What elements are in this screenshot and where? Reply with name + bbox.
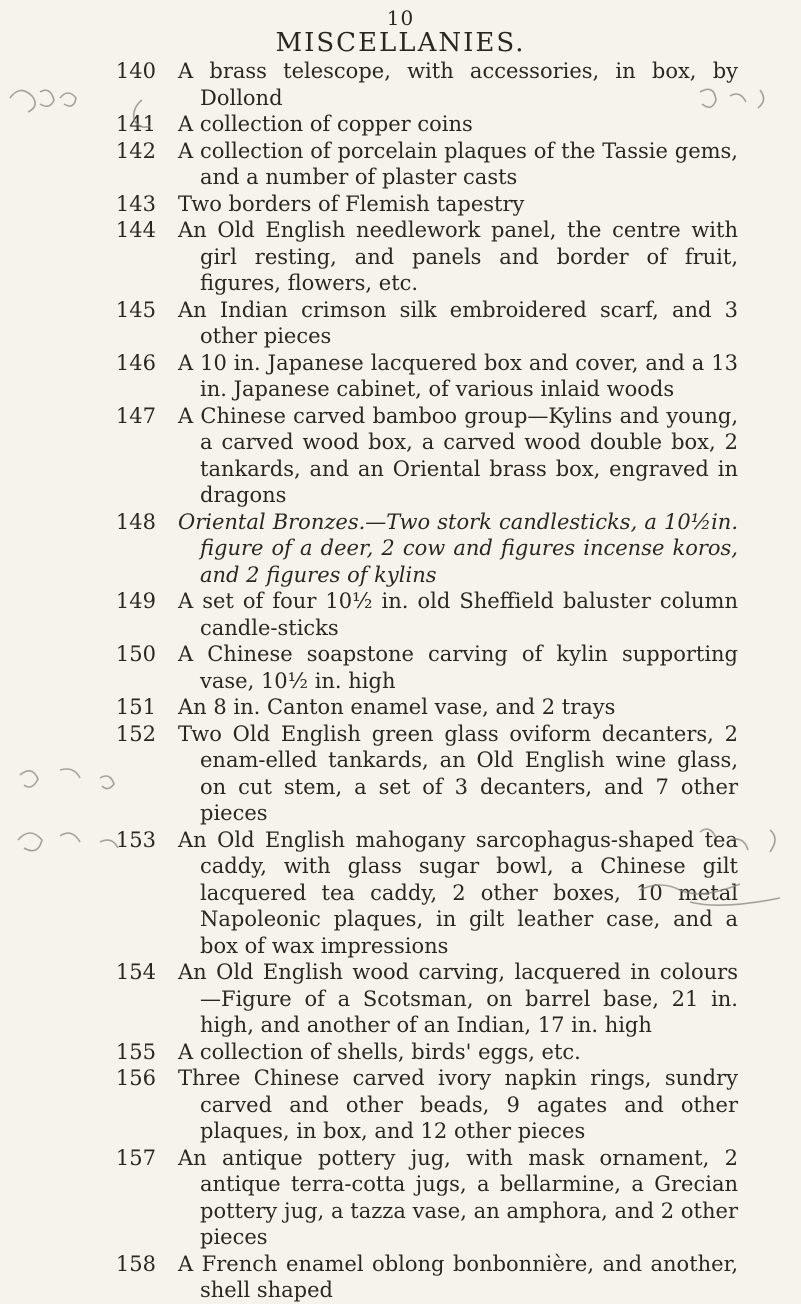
lot-entry xyxy=(0,1039,801,1066)
lot-entry xyxy=(0,827,801,960)
lot-number: 154 xyxy=(115,960,156,984)
lot-description: An Old English needlework panel, the centre with girl resting, and panels and border of fruit, figures, flowers, etc. xyxy=(178,218,738,295)
page-number: 10 xyxy=(386,6,415,30)
lot-number: 150 xyxy=(115,642,156,666)
lot-description: An 8 in. Canton enamel vase, and 2 trays xyxy=(178,695,616,719)
lot-description: A Chinese soapstone carving of kylin supporting vase, 10½ in. high xyxy=(178,642,738,693)
lot-number: 149 xyxy=(115,589,156,613)
lot-entry xyxy=(0,694,801,721)
lot-number: 156 xyxy=(115,1066,156,1090)
lot-description: A set of four 10½ in. old Sheffield baluster column candle-sticks xyxy=(178,589,738,640)
lot-entry xyxy=(0,58,801,111)
lot-entry xyxy=(0,350,801,403)
lot-number: 147 xyxy=(115,403,156,428)
lot-description: An Old English mahogany sarcophagus-shaped tea caddy, with glass sugar bowl, a Chinese gilt lacquered tea caddy, 2 other boxes, 10 metal Napoleonic plaques, in gilt leather case, and a box of wax impressions xyxy=(178,827,738,958)
lot-description: Two borders of Flemish tapestry xyxy=(178,191,525,216)
lot-entry xyxy=(0,1251,801,1304)
lot-entry xyxy=(0,509,801,589)
lot-entry xyxy=(0,111,801,138)
lot-entry xyxy=(0,138,801,191)
lot-number: 143 xyxy=(115,191,156,216)
lot-description: A collection of shells, birds' eggs, etc. xyxy=(178,1039,581,1064)
lot-description: A Chinese carved bamboo group—Kylins and young, a carved wood box, a carved wood double box, 2 tankards, and an Oriental brass box, engraved in dragons xyxy=(178,403,738,507)
lot-number: 140 xyxy=(115,59,156,83)
lot-number: 145 xyxy=(115,297,156,322)
lot-entry xyxy=(0,217,801,297)
lot-number: 155 xyxy=(115,1039,156,1064)
lot-description: A collection of copper coins xyxy=(178,112,473,136)
lot-entry xyxy=(0,191,801,218)
lot-entry xyxy=(0,1065,801,1145)
lot-entry xyxy=(0,641,801,694)
lot-entry xyxy=(0,297,801,350)
lot-description: Oriental Bronzes.—Two stork candlesticks, a 10½in. figure of a deer, 2 cow and figures incense koros, and 2 figures of kylins xyxy=(178,509,738,587)
lot-number: 152 xyxy=(115,721,156,746)
lot-number: 142 xyxy=(115,138,156,163)
lot-description: Two Old English green glass oviform decanters, 2 enam-elled tankards, an Old English wine glass, on cut stem, a set of 3 decanters, and 7 other pieces xyxy=(178,721,738,825)
lot-description: A French enamel oblong bonbonnière, and another, shell shaped xyxy=(178,1251,738,1302)
lot-list xyxy=(0,58,801,1304)
lot-number: 153 xyxy=(115,827,156,852)
lot-number: 157 xyxy=(115,1145,156,1170)
lot-entry xyxy=(0,1145,801,1251)
lot-number: 141 xyxy=(115,112,156,136)
lot-description: Three Chinese carved ivory napkin rings, sundry carved and other beads, 9 agates and other plaques, in box, and 12 other pieces xyxy=(178,1066,738,1143)
lot-description: A 10 in. Japanese lacquered box and cover, and a 13 in. Japanese cabinet, of various inlaid woods xyxy=(178,350,738,401)
lot-number: 148 xyxy=(115,509,156,534)
lot-entry xyxy=(0,959,801,1039)
lot-number: 151 xyxy=(115,695,156,719)
lot-entry xyxy=(0,588,801,641)
lot-description: A brass telescope, with accessories, in box, by Dollond xyxy=(178,59,738,110)
lot-number: 146 xyxy=(115,350,156,375)
lot-description: An antique pottery jug, with mask ornament, 2 antique terra-cotta jugs, a bellarmine, a Grecian pottery jug, a tazza vase, an amphora, and 2 other pieces xyxy=(178,1145,738,1249)
lot-description: An Old English wood carving, lacquered in colours—Figure of a Scotsman, on barrel base, 21 in. high, and another of an Indian, 17 in. high xyxy=(178,960,738,1037)
lot-number: 144 xyxy=(115,218,156,242)
lot-description: An Indian crimson silk embroidered scarf, and 3 other pieces xyxy=(178,297,738,348)
lot-number: 158 xyxy=(115,1251,156,1276)
lot-entry xyxy=(0,721,801,827)
lot-description: A collection of porcelain plaques of the Tassie gems, and a number of plaster casts xyxy=(178,138,738,189)
lot-entry xyxy=(0,403,801,509)
section-title: MISCELLANIES. xyxy=(275,28,526,58)
